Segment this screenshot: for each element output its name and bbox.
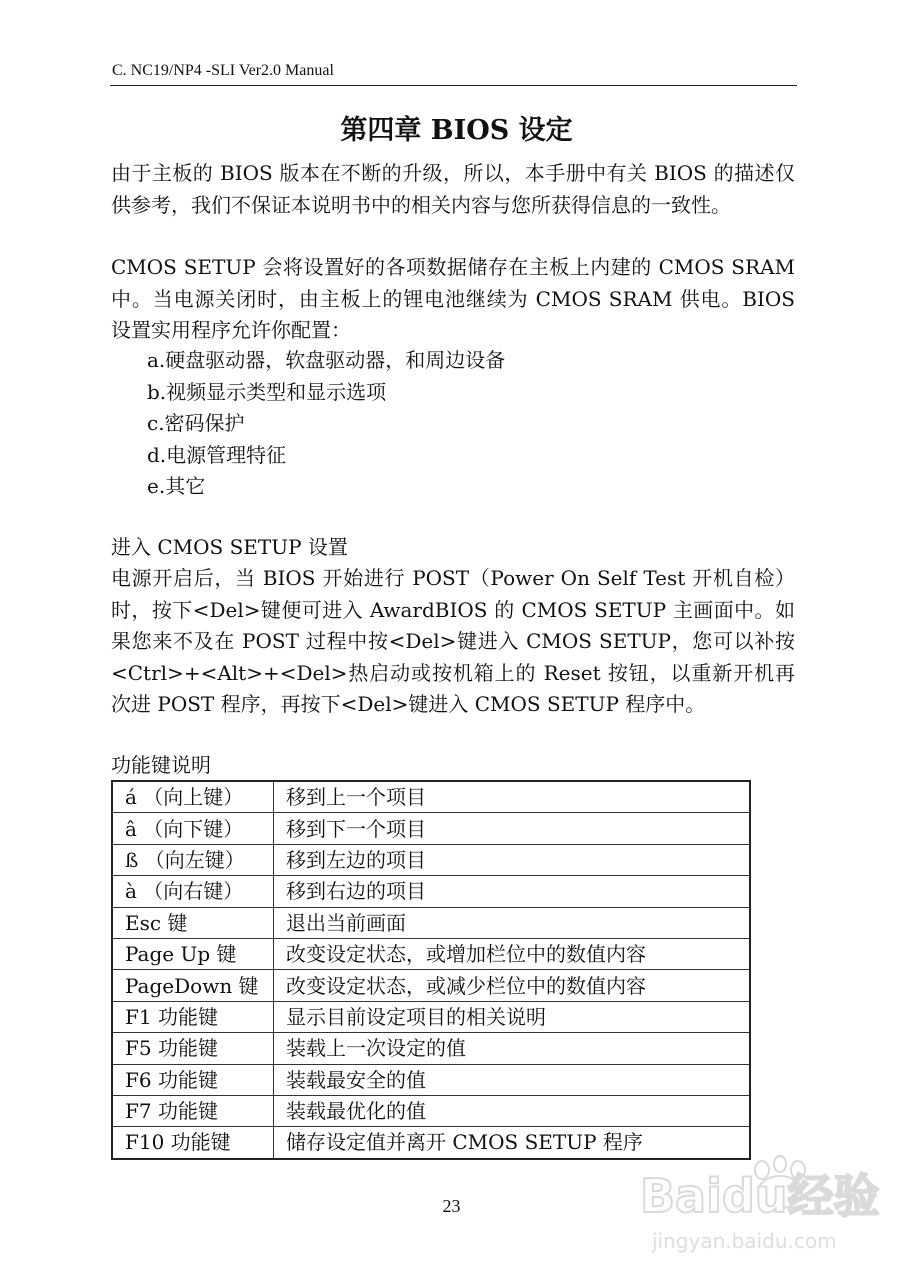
key-cell: à （向右键）	[112, 876, 274, 907]
key-cell: á （向上键）	[112, 781, 274, 813]
config-list	[147, 345, 505, 503]
table-row	[112, 1001, 750, 1032]
enter-setup-paragraph: 电源开启后，当 BIOS 开始进行 POST（Power On Self Test 开机自检）时，按下<Del>键便可进入 AwardBIOS 的 CMOS SETUP 主画面中。如果您来不及在 POST 过程中按<Del>键进入 CMOS SETUP，您可以补按<Ctrl>+<Alt>+<Del>热启动或按机箱上的 Reset 按钮，以重新开机再次进 POST 程序，再按下<Del>键进入 CMOS SETUP 程序中。	[111, 566, 795, 716]
key-cell: Page Up 键	[112, 938, 274, 969]
desc-cell: 移到左边的项目	[274, 844, 751, 875]
list-item: c.密码保护	[147, 411, 245, 435]
desc-cell: 显示目前设定项目的相关说明	[274, 1001, 751, 1032]
desc-cell: 退出当前画面	[274, 907, 751, 938]
key-cell: â （向下键）	[112, 813, 274, 844]
list-item: d.电源管理特征	[147, 442, 287, 467]
desc-cell: 改变设定状态，或增加栏位中的数值内容	[274, 938, 751, 969]
table-row	[112, 970, 750, 1001]
key-cell: F10 功能键	[112, 1127, 274, 1159]
key-cell: F5 功能键	[112, 1033, 274, 1064]
desc-cell: 移到上一个项目	[274, 781, 751, 813]
table-row	[112, 1033, 750, 1064]
table-caption: 功能键说明	[111, 753, 211, 777]
baidu-jingyan-watermark	[640, 1152, 880, 1262]
table-row	[112, 876, 750, 907]
table-row	[112, 1095, 750, 1126]
key-cell: Esc 键	[112, 907, 274, 938]
watermark-url: jingyan.baidu.com	[652, 1229, 837, 1253]
list-item: b.视频显示类型和显示选项	[147, 379, 387, 404]
watermark-logo-text: Baidu经验	[640, 1169, 880, 1223]
table-row	[112, 781, 750, 813]
table-row	[112, 907, 750, 938]
desc-cell: 改变设定状态，或减少栏位中的数值内容	[274, 970, 751, 1001]
key-cell: ß （向左键）	[112, 844, 274, 875]
chapter-title: 第四章 BIOS 设定	[340, 115, 573, 146]
key-cell: F7 功能键	[112, 1095, 274, 1126]
header-rule	[110, 85, 797, 86]
desc-cell: 装载最优化的值	[274, 1095, 751, 1126]
desc-cell: 移到右边的项目	[274, 876, 751, 907]
page-number: 23	[442, 1196, 461, 1216]
intro-paragraph: 由于主板的 BIOS 版本在不断的升级，所以，本手册中有关 BIOS 的描述仅供参考，我们不保证本说明书中的相关内容与您所获得信息的一致性。	[111, 161, 795, 217]
table-row	[112, 844, 750, 875]
table-row	[112, 813, 750, 844]
table-row	[112, 1064, 750, 1095]
page-header: C. NC19/NP4 -SLI Ver2.0 Manual	[112, 62, 334, 79]
section-title: 进入 CMOS SETUP 设置	[111, 535, 348, 559]
desc-cell: 移到下一个项目	[274, 813, 751, 844]
desc-cell: 装载最安全的值	[274, 1064, 751, 1095]
function-key-table	[111, 780, 751, 1160]
list-item: e.其它	[147, 474, 206, 498]
table-row	[112, 938, 750, 969]
list-item: a.硬盘驱动器，软盘驱动器，和周边设备	[147, 348, 506, 372]
cmos-paragraph: CMOS SETUP 会将设置好的各项数据储存在主板上内建的 CMOS SRAM 中。当电源关闭时，由主板上的锂电池继续为 CMOS SRAM 供电。BIOS 设置实用程序允许你配置：	[111, 255, 795, 342]
desc-cell: 装载上一次设定的值	[274, 1033, 751, 1064]
key-cell: F1 功能键	[112, 1001, 274, 1032]
desc-cell: 储存设定值并离开 CMOS SETUP 程序	[274, 1127, 751, 1159]
key-cell: PageDown 键	[112, 970, 274, 1001]
key-cell: F6 功能键	[112, 1064, 274, 1095]
